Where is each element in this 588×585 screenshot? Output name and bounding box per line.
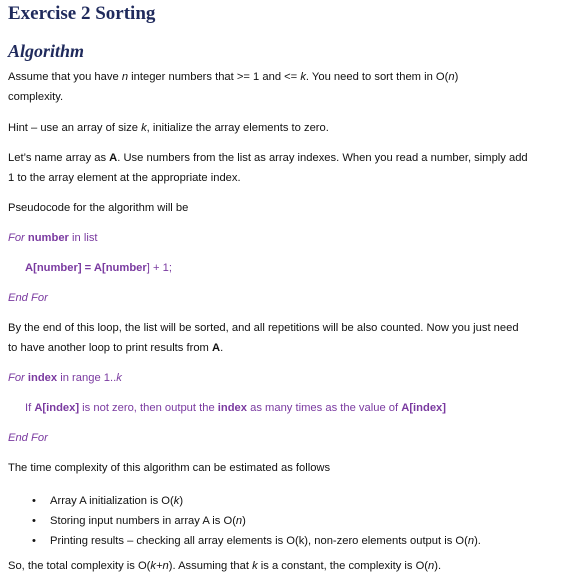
loop-paragraph: By the end of this loop, the list will be sorted, and all repetitions will be also counted. Now you just need to have another loop to print results from A. xyxy=(8,322,519,354)
conclusion-paragraph: So, the total complexity is O(k+n). Assuming that k is a constant, the complexity is O(n). xyxy=(8,560,442,572)
hint-paragraph: Hint – use an array of size k, initialize the array elements to zero. xyxy=(8,122,329,134)
code-for-index: For index in range 1..k xyxy=(8,372,122,384)
code-end-for-2: End For xyxy=(8,432,48,444)
pseudocode-intro: Pseudocode for the algorithm will be xyxy=(8,202,189,214)
intro-paragraph: Assume that you have n integer numbers that >= 1 and <= k. You need to sort them in O(n) complexity. xyxy=(8,71,459,103)
list-item: • Array A initialization is O(k) xyxy=(32,495,184,507)
code-end-for-1: End For xyxy=(8,292,48,304)
code-increment: A[number] = A[number] + 1; xyxy=(25,262,172,274)
complexity-intro: The time complexity of this algorithm can be estimated as follows xyxy=(8,462,331,474)
list-item: • Storing input numbers in array A is O(n) xyxy=(32,515,246,527)
code-for-number: For number in list xyxy=(8,232,98,244)
section-heading: Algorithm xyxy=(8,41,85,61)
complexity-list xyxy=(8,491,481,551)
array-paragraph: Let’s name array as A. Use numbers from the list as array indexes. When you read a number, simply add 1 to the array element at the appropriate index. xyxy=(8,152,528,184)
page-title: Exercise 2 Sorting xyxy=(8,3,156,24)
list-item: • Printing results – checking all array elements is O(k), non-zero elements output is O(n). xyxy=(32,535,481,547)
code-if-statement: If A[index] is not zero, then output the index as many times as the value of A[index] xyxy=(25,402,446,414)
